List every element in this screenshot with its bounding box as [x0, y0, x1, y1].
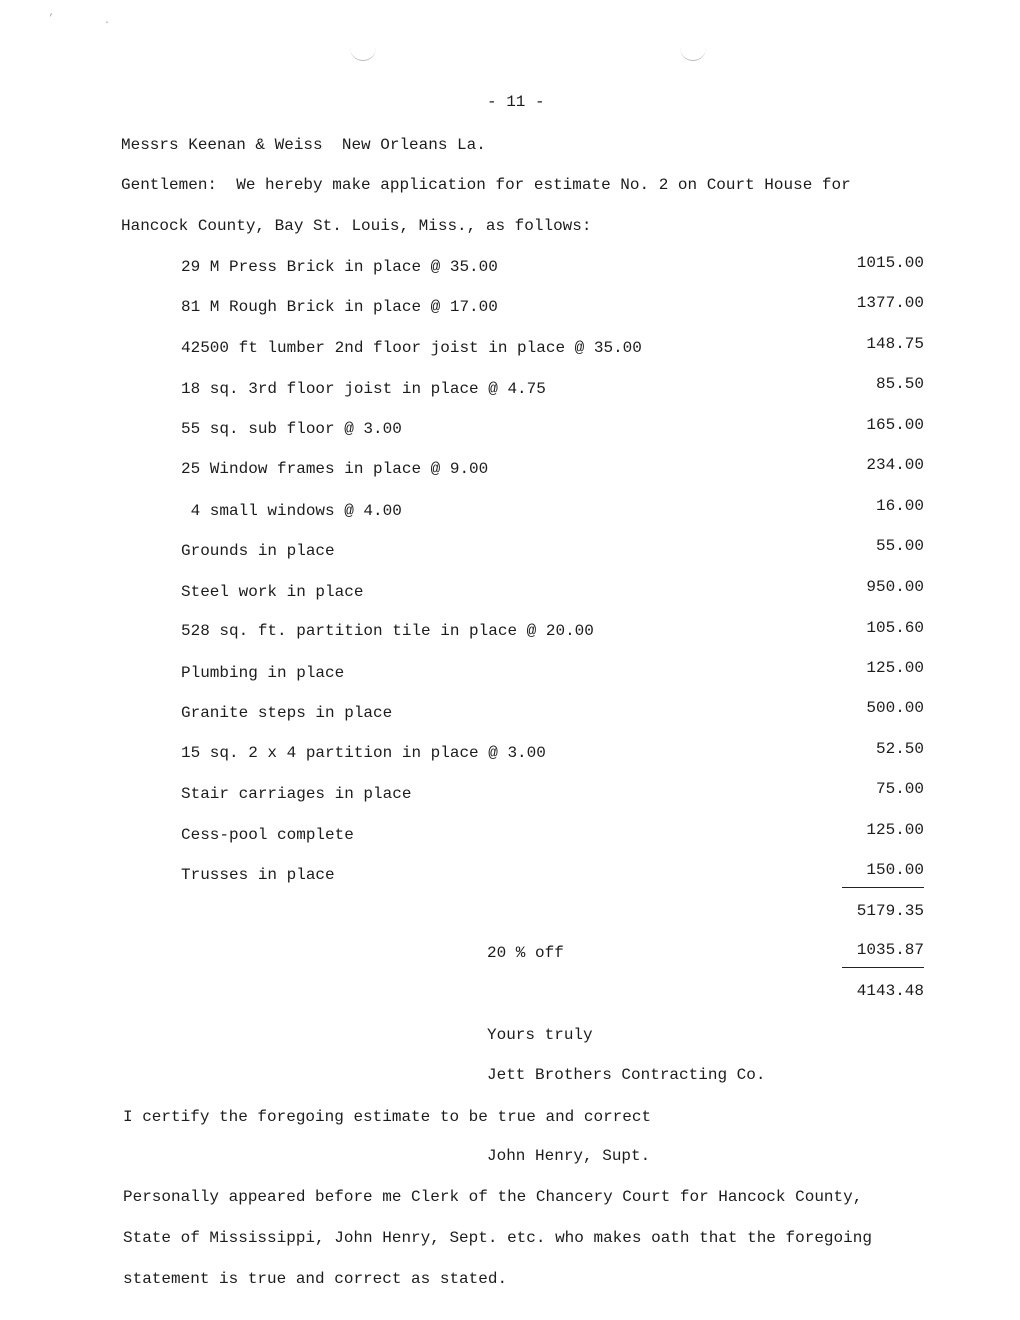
- item-amount: 125.00: [866, 821, 924, 839]
- item-amount: 1015.00: [856, 254, 924, 272]
- page-number: - 11 -: [487, 93, 545, 111]
- item-description: Cess-pool complete: [181, 826, 354, 844]
- item-amount: 234.00: [866, 456, 924, 474]
- binding-hole-mark: [350, 48, 376, 61]
- subtotal-rule: [842, 887, 924, 888]
- binding-hole-mark: [680, 48, 706, 61]
- addressee: Messrs Keenan & Weiss New Orleans La.: [121, 136, 486, 154]
- signer: John Henry, Supt.: [487, 1147, 651, 1165]
- item-description: 42500 ft lumber 2nd floor joist in place @ 35.00: [181, 339, 642, 357]
- certification: I certify the foregoing estimate to be true and correct: [123, 1108, 652, 1126]
- company-name: Jett Brothers Contracting Co.: [487, 1066, 766, 1084]
- item-amount: 500.00: [866, 699, 924, 717]
- scan-mark: ·: [104, 18, 111, 29]
- oath-line-1: Personally appeared before me Clerk of the Chancery Court for Hancock County,: [123, 1188, 863, 1206]
- item-amount: 148.75: [866, 335, 924, 353]
- item-description: Stair carriages in place: [181, 785, 412, 803]
- item-amount: 150.00: [866, 861, 924, 879]
- item-amount: 52.50: [875, 740, 924, 758]
- item-amount: 1377.00: [856, 294, 924, 312]
- oath-line-3: statement is true and correct as stated.: [123, 1270, 508, 1288]
- item-amount: 85.50: [875, 375, 924, 393]
- item-description: 15 sq. 2 x 4 partition in place @ 3.00: [181, 744, 546, 762]
- item-description: 55 sq. sub floor @ 3.00: [181, 420, 402, 438]
- item-description: Trusses in place: [181, 866, 335, 884]
- item-description: 18 sq. 3rd floor joist in place @ 4.75: [181, 380, 546, 398]
- item-description: 81 M Rough Brick in place @ 17.00: [181, 298, 498, 316]
- item-amount: 105.60: [866, 619, 924, 637]
- oath-line-2: State of Mississippi, John Henry, Sept. etc. who makes oath that the foregoing: [123, 1229, 872, 1247]
- discount-amount: 1035.87: [856, 941, 924, 959]
- item-description: Granite steps in place: [181, 704, 393, 722]
- item-amount: 75.00: [875, 780, 924, 798]
- total-amount: 4143.48: [856, 982, 924, 1000]
- item-amount: 125.00: [866, 659, 924, 677]
- scan-mark: ’: [48, 14, 55, 25]
- item-amount: 16.00: [875, 497, 924, 515]
- item-description: Steel work in place: [181, 583, 364, 601]
- item-description: Plumbing in place: [181, 664, 345, 682]
- item-amount: 55.00: [875, 537, 924, 555]
- item-description: Grounds in place: [181, 542, 335, 560]
- discount-label: 20 % off: [487, 944, 564, 962]
- item-description: 528 sq. ft. partition tile in place @ 20.00: [181, 622, 594, 640]
- subtotal-amount: 5179.35: [856, 902, 924, 920]
- intro-line-2: Hancock County, Bay St. Louis, Miss., as follows:: [121, 217, 592, 235]
- closing: Yours truly: [487, 1026, 593, 1044]
- item-amount: 950.00: [866, 578, 924, 596]
- item-description: 25 Window frames in place @ 9.00: [181, 460, 489, 478]
- intro-line-1: Gentlemen: We hereby make application for estimate No. 2 on Court House for: [121, 176, 851, 194]
- total-rule: [842, 967, 924, 968]
- item-amount: 165.00: [866, 416, 924, 434]
- item-description: 29 M Press Brick in place @ 35.00: [181, 258, 498, 276]
- item-description: 4 small windows @ 4.00: [181, 502, 402, 520]
